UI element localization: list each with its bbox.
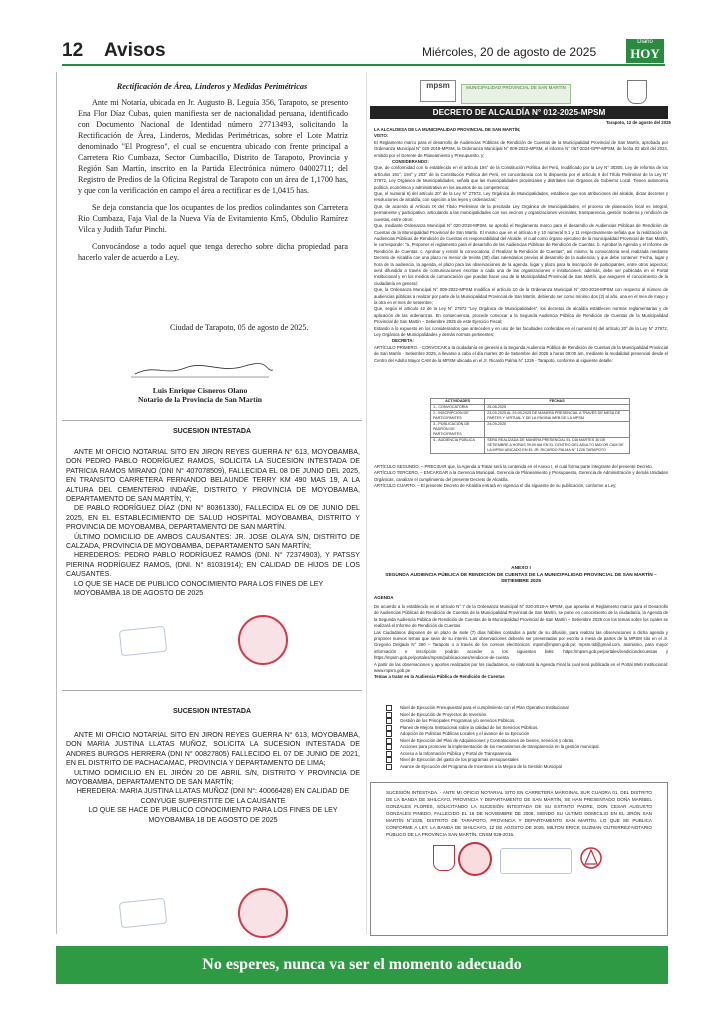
table-cell: 24-09-2025	[485, 422, 630, 438]
decreto-article: ARTÍCULO PRIMERO. - CONVOCAR a la ciudadanía en general a la Segunda Audiencia Pública de Rendición de Cuentas de la Municipalidad Provincial de San Martín - Setiembre 2025, a llevarse a cabo el día martes 30 de Setiembre del 2025 a horas 09:00 am, mediante la modalidad presencial desde el Centro del Adulto Mayor CAM de la MPSM ubicada en el Jr. Ricardo Palma N° 1226 - Tarapoto, conforme al siguiente detalle:	[374, 344, 668, 363]
mpsm-logo: mpsm	[420, 80, 456, 102]
footer-banner-text: No esperes, nunca va ser el momento adecuado	[202, 956, 522, 973]
decreto-title: DECRETO DE ALCALDÍA N° 012-2025-MPSM	[370, 106, 668, 119]
page-number: 12	[62, 40, 84, 61]
list-item-label: Nivel de Ejecución Presupuestal para el cumplimiento con el Plan Operativo Institucional	[400, 705, 569, 711]
decreto-paragraph: Que, de conformidad con lo establecido en el artículo 194° de la Constitución Política del Perú, modificado por la Ley N° 30305, Ley de reforma de los artículos 191°, 194° y 203° de la Constitución Política del Perú, en concordancia con lo dispuesto por el artículo II del Título Preliminar de la Ley N° 27972, Ley Orgánica de Municipalidades, señala que las municipalidades provinciales y distritales son Órganos de Gobierno Local. Tienen autonomía política, económica y administrativa en los asuntos de su competencia;	[374, 165, 668, 190]
decreto-intro: LA ALCALDESA DE LA MUNICIPALIDAD PROVINCIAL DE SAN MARTÍN;	[374, 127, 521, 132]
logo-big-text: HOY	[630, 46, 660, 61]
decreto-paragraph: Estando a lo expuesto en los considerandos que anteceden y en uso de las facultades conferidas en el numeral 6) del artículo 20° de la Ley N° 27972, Ley Orgánica de Municipalidades y demás normas pertinentes;	[374, 325, 668, 337]
list-item	[386, 764, 656, 771]
agenda-paragraph: Las Ciudadanos disponen de un plazo de siete (7) días hábiles contados a partir de su difusión, para realizar las observaciones a dicha agenda y proponer nuevos temas que sean de su interés. Las observaciones deberán ser presentadas por escrito a mesa de partes de la MPSM sito en el Jr. Gregorio Delgado N° 260 – Tarapoto o a través de los correos electrónicos: mpsm@mpsm.gob.pe; mpsm.tid@gmail.com, asimismo, para mayor información e inscripción podrán acceder a los siguientes links: https://mpsm.gob.pe/portales/rendiciondecuentas y https://mpsm.gob.pe/portales/mpsm/publicaciones/rendicion-de-cuenta	[374, 629, 668, 661]
signature-stamp	[119, 626, 167, 657]
suc1-title: SUCESION INTESTADA	[172, 428, 252, 435]
list-item-label: Avance de Ejecución del Programa de Incentivos a la Mejora de la Gestión Municipal	[400, 764, 562, 770]
anexo-subtitle: SEGUNDA AUDIENCIA PÚBLICA DE RENDICIÓN DE CUENTAS DE LA MUNICIPALIDAD PROVINCIAL DE SAN MARTÍN – SETIEMBRE 2025	[385, 572, 657, 584]
list-item-label: Nivel de Ejecución del Plan de Adquisiciones y Contrataciones de bienes, servicios y obras.	[400, 737, 575, 743]
agenda-list	[386, 705, 656, 770]
shield-icon	[627, 80, 647, 104]
notary-name: Luis Enrique Cisneros Olano	[152, 386, 248, 395]
decreto-article: ARTÍCULO SEGUNDO. – PRECISAR que, la Agenda a Tratar será la contenida en el Anexo I, el cual forma parte integrante del presente Decreto.	[374, 464, 653, 469]
decreto-paragraph: Que, de acuerdo al Artículo IX del Título Preliminar de la precitada Ley Orgánica de Municipalidades, el proceso de planeación local es integral, permanente y participativo, articulando a las municipalidades con sus vecinos y organizaciones vecinales, transparencia, gestión moderna y rendición de cuentas, entre otros;	[374, 203, 668, 222]
notice-paragraph: Convocándose a todo aquel que tenga derecho sobre dicha propiedad para hacerlo valer de acuerdo a Ley.	[78, 242, 348, 262]
list-item-label: Acceso a la Información Pública y Portal de Transparencia.	[400, 750, 513, 756]
emblem-icon	[580, 845, 602, 871]
checkbox-icon	[386, 751, 392, 757]
notice-city-date: Ciudad de Tarapoto, 05 de agosto de 2025.	[170, 323, 309, 332]
list-item-label: Gestión de los Principales Programas y/o servicios Públicos.	[400, 718, 516, 724]
suc1-paragraph: DE PABLO RODRÍGUEZ DÍAZ (DNI N° 80361330), FALLECIDA EL 09 DE JUNIO DEL 2025, EN EL ESTABLECIMIENTO DE SALUD HOSPITAL MOYOBAMBA, DISTRITO Y PROVINCIA DE MOYOBAMBA, DEPARTAMENTO DE SAN MARTÍN.	[66, 504, 360, 532]
notary-seal	[238, 615, 288, 665]
signature-stamp	[119, 898, 167, 929]
checkbox-icon	[386, 705, 392, 711]
checkbox-icon	[386, 757, 392, 763]
suc2-body	[66, 731, 360, 825]
suc2-paragraph: LO QUE SE HACE DE PUBLICO CONOCIMIENTO PARA LOS FINES DE LEY	[88, 806, 338, 815]
decreto-paragraph: Que, el numeral 6) del artículo 20° de la Ley N° 27972, Ley Orgánica de Municipalidades, establece que son atribuciones del alcalde, dictar decretos y resoluciones de alcaldía, con sujeción a las leyes y ordenanzas;	[374, 191, 668, 203]
checkbox-icon	[386, 712, 392, 718]
signature-stamp	[500, 848, 572, 874]
notice-rectificacion	[62, 80, 362, 408]
suc2-paragraph: ANTE MI OFICIO NOTARIAL SITO EN JIRON REYES GUERRA N° 613, MOYOBAMBA, DON MARIA JUSTINA LLATAS MUÑOZ, SOLICITA LA SUCESION INTESTADA DE ANDRES BURGOS HERRERA (DNI N° 00827805) FALLECIDO EL 07 DE JUNIO DE 2021, EN EL DISTRITO DE PACHACAMAC, PROVINCIA Y DEPARTAMENTO DE LIMA;	[66, 731, 360, 768]
table-cell: 1.- CONVOCATORIA	[431, 405, 485, 411]
table-cell: 4.- AUDIENCIA PÚBLICA	[431, 438, 485, 454]
list-item-label: Nivel de Ejecución de Proyectos de Inversión.	[400, 711, 488, 717]
notice-paragraph: Ante mi Notaría, ubicada en Jr. Augusto B. Leguía 356, Tarapoto, se presento Ena Flor Díaz Cubas, quien manifiesta ser de nacionalidad peruana, identificado con Documento Nacional de Identidad número 27713493, solicitando la Rectificación de Área, Linderos, Medidas Perimétricas, sobre el Lote Matriz denominado "El Progreso", el cual se encuentra ubicado con frente principal a Carretera Rio Cumbaza, Sector Cumbacillo, Distrito de Tarapoto, Provincia y Región San Martín, inscrito en la Partida Electrónica número 04002711; del Registro de Predios de la Oficina Registral de Tarapoto con un área de 1,1700 has, y que con la verificación en campo el área a rectificar es de 1,0415 has.	[78, 98, 348, 195]
issue-date: Miércoles, 20 de agosto de 2025	[422, 45, 597, 59]
notary-role: Notario de la Provincia de San Martín	[138, 395, 262, 404]
checkbox-icon	[386, 718, 392, 724]
table-cell: 25-08-2025	[485, 405, 630, 411]
table-header-cell: ACTIVIDADES	[431, 399, 485, 405]
suc1-paragraph: ÚLTIMO DOMICILIO DE AMBOS CAUSANTES: JR. JOSE OLAYA S/N, DISTRITO DE CALZADA, PROVINCIA DE MOYOBAMBA, DEPARTAMENTO SAN MARTÍN;	[66, 532, 360, 551]
decreto-visto: El Reglamento marco para el desarrollo de Audiencias Públicas de Rendición de Cuentas de la Municipalidad Provincial de San Martín, aprobado por Ordenanza Municipal N° 020-2018-MPSM, la Ordenanza Municipal N° 009-2022-MPSM, el informe N° 067-2024-GPP-MPSM, de fecha 02 abril del 2024, emitido por el Gerente de Planeamiento y Presupuesto, y;	[374, 139, 668, 158]
suc2-paragraph: ULTIMO DOMICILIO EN EL JIRÓN 20 DE ABRIL S/N, DISTRITO Y PROVINCIA DE MOYOBAMBA, DEPARTAMENTO DE SAN MARTÍN;	[66, 768, 360, 787]
suc2-paragraph: HEREDERA: MARIA JUSTINA LLATAS MUÑOZ (DNI N°: 40066428) EN CALIDAD DE CONYUGE SUPERSTITE DE LA CAUSANTE	[76, 787, 350, 805]
decreto-article: ARTÍCULO CUARTO. – El presente Decreto de Alcaldía entrará en vigencia el día siguiente de su publicación, conforme a Ley;	[374, 483, 617, 489]
list-item-label: Planes de Mejora Institucional sobre la calidad de los Servicios Públicos.	[400, 724, 539, 730]
decreto-decreta-heading: DECRETA:	[392, 338, 414, 344]
checkbox-icon	[386, 725, 392, 731]
suc2-title: SUCESION INTESTADA	[172, 708, 252, 715]
table-row	[431, 438, 630, 454]
decreto-article: ARTÍCULO TERCERO. – ENCARGAR a la Gerencia Municipal, Gerencia de Planeamiento y Presupuesto, Gerencia de Administración y demás Unidades Orgánicas, canalizar el cumplimiento del presente Decreto de Alcaldía.	[374, 470, 668, 482]
anexo-title: ANEXO I	[511, 566, 531, 571]
agenda-paragraph: A partir de las observaciones y aportes realizados por los ciudadanos, se elaborará la Agenda Final la cual será publicada en el Portal Web Institucional: www.mpsm.gob.pe	[374, 661, 668, 674]
decreto-considerando-heading: CONSIDERANDO:	[392, 159, 429, 165]
agenda-text	[374, 604, 668, 681]
table-cell: SERÁ REALIZADA DE MANERA PRESENCIAL EL DÍA MARTES 30 DE SETIEMBRE A HORAS 09:00 AM EN EL CENTRO DEL ADULTO MAYOR CAM DE LA MPSM UBICADO EN EL JR. RICARDO PALMA N° 1226 TARAPOTO	[485, 438, 630, 454]
decreto-body	[374, 127, 668, 364]
suc1-body	[66, 448, 360, 599]
header-rule	[62, 64, 665, 66]
decreto-visto-heading: VISTO:	[374, 133, 389, 139]
notary-seal	[238, 888, 288, 938]
list-item-label: Adopción de Políticas Públicas Locales y el avance de su Ejecución	[400, 731, 530, 737]
table-cell: 23-09-2025 AL 29-09-2025 DE MANERA PRESENCIAL A TRAVÉS DE MESA DE PARTES Y VIRTUAL Y DE LA PÁGINA WEB DE LA MPSM	[485, 411, 630, 422]
notary-signature-block	[125, 386, 275, 404]
notary-seal	[458, 842, 492, 876]
activities-table	[430, 398, 630, 454]
suc1-paragraph: LO QUE SE HACE DE PUBLICO CONOCIMIENTO PARA LOS FINES DE LEY	[74, 579, 324, 588]
decreto-paragraph: Que, según el artículo 42 de la Ley N° 27972 "Ley Orgánica de Municipalidades", los decretos de alcaldía establecen normas reglamentarias y de aplicación de las ordenanzas. En consecuencia, procede convocar a la Segunda Audiencia Pública de Rendición de Cuentas de la Municipalidad Provincial de San Martín – Setiembre 2025 de este Ejercicio Fiscal;	[374, 306, 668, 325]
decreto-paragraph: Que, mediante Ordenanza Municipal N° 020-2018-MPSM, se aprobó el Reglamento marco para el desarrollo de Audiencias Públicas de Rendición de Cuentas de la Municipalidad Provincial de San Martín. El mismo que en el artículo 9 y 10 numeral 9.1 y 11 respectivamente señala que la realización de Audiencias Públicas de Rendición de Cuentas es responsabilidad del Alcalde, el cual como órgano ejecutivo de la municipalidad Provincial de San Martín, le corresponde: "a. Proponer el reglamento para el desarrollo de las Audiencias Públicas de Rendición de Cuentas. b. Aprobar la Agenda y el Informe de Rendición de Cuentas. c. Aprobar y remitir la convocatoria. d Realizar la Rendición de Cuentas", así mismo, la convocatoria será realizada mediante Decreto de Alcaldía con una plazo no menor de treinta (30) días calendarios previos al desarrollo de la audiencia; y que debe contener: Fecha, lugar y hora de la audiencia, la agenda, el plazo para las observaciones de la agenda, lugar y plazo para la inscripción de participantes, entre otros aspectos; será difundida a través de comunicaciones escritas a cada una de las organizaciones e instituciones, además, debe ser publicada en el Portal Institucional y en los medios de comunicación que puedan hacer uso de la Municipalidad Provincial de San Martín, que aseguren el conocimiento de la ciudadanía en general;	[374, 223, 668, 286]
decreto-date: Tarapoto, 12 de agosto del 2025	[606, 120, 671, 125]
table-row	[431, 422, 630, 438]
table-header-cell: FECHAS	[485, 399, 630, 405]
checkbox-icon	[386, 738, 392, 744]
separator	[62, 420, 362, 421]
suc2-paragraph: MOYOBAMBA 18 DE AGOSTO DE 2025	[148, 815, 278, 824]
logo-small-text: Diario	[637, 39, 653, 45]
middle-column-rule	[366, 72, 367, 934]
signature-image	[125, 362, 275, 378]
notice-title: Rectificación de Área, Linderos y Medidas Perimétricas	[116, 82, 308, 91]
municipality-band: MUNICIPALIDAD PROVINCIAL DE SAN MARTÍN	[461, 84, 571, 104]
table-row	[431, 411, 630, 422]
suc1-paragraph: HEREDEROS: PEDRO PABLO RODRÍGUEZ RAMOS (DNI. N° 72374903), Y PATSSY PIERINA RODRÍGUEZ RAMOS, (DNI. N° 81031914); EN CALIDAD DE HIJOS DE LOS CAUSANTES.	[66, 551, 360, 579]
agenda-heading: AGENDA	[374, 595, 394, 600]
suc1-paragraph: MOYOBAMBA 18 DE AGOSTO DE 2025	[74, 589, 204, 598]
list-item-label: Nivel de Ejecución del gasto de los programas presupuestales	[400, 757, 519, 763]
agenda-paragraph: De acuerdo a lo establecido en el artículo N° 7 de la Ordenanza Municipal N° 020-2018-A-MPSM, que aprueba el Reglamento marco para el Desarrollo de Audiencias Públicas de Rendición de Cuentas de la Municipalidad Provincial de San Martín, se pone en conocimiento de la ciudadanía, la Agenda de la Segunda Audiencia Pública de Rendición de Cuentas de la Municipalidad Provincial de San Martín – Setiembre 2025 con los temas sobre los cuales se realizará el Informe de Rendición de Cuentas.	[374, 604, 668, 629]
newspaper-logo	[626, 39, 664, 63]
left-column-rule	[56, 72, 57, 934]
notice-paragraph: Se deja constancia que los ocupantes de los predios colindantes son Carretera Rio Cumbaza, Faja Vial de la Nueva Vía de Evitamiento Km5, Obdulio Ramírez Vilca y Judith Tafur Pinchi.	[78, 203, 348, 234]
checkbox-icon	[386, 731, 392, 737]
decreto-paragraph: Que, la Ordenanza Municipal N° 009-2022-MPSM modifica el artículo 10 de la Ordenanza Municipal N° 020-2018-MPSM con respecto al número de audiencias públicas a realizar por parte de la Municipalidad Provincial de San Martín, debiendo ser como mínimo dos (2) al año, una en el mes de mayo y la otra en el mes de setiembre;	[374, 287, 668, 305]
separator	[62, 690, 362, 691]
table-cell: 3.- PUBLICACIÓN DE PADRÓN DE PARTICIPANTES	[431, 422, 485, 438]
checkbox-icon	[386, 744, 392, 750]
suc3-text: SUCESIÓN INTESTADA. - ANTE MI OFICIO NOTARIAL SITO EN CARRETERA MARGINAL SUR CUADRA 01, DEL DISTRITO DE LA BANDA DE SHILCAYO, PROVINCIA Y DEPARTAMENTO DE SAN MARTÍN, SE HAN PRESENTADO DOÑA MARIBEL GONZALES FLORES, SOLICITANDO LA SUCESIÓN INTESTADA DE SU EXTINTO PADRE, DON CESAR AUGUSTO GONZALES PINEDO, FALLECIDO EL 16 DE NOVIEMBRE DE 2008, SIENDO SU ÚLTIMO DOMICILIO EN EL JIRÓN SAN MARTÍN N°1035, DISTRITO DE TARAPOTO, PROVINCIA Y DEPARTAMENTO SAN MARTÍN. LO QUE SE PUBLICA CONFORME A LEY. LA BANDA DE SHILCAYO, 12 DE AGOSTO DE 2025. MILTON ERICK GUZMAN GUTIERREZ-NOTARIO PÚBLICO DE LA PROVINCIA SAN MARTÍN. CNSM 028-2015.	[386, 790, 652, 837]
shield-icon	[433, 845, 455, 871]
anexo-heading	[374, 566, 668, 586]
section-title: Avisos	[104, 40, 166, 61]
table-cell: 2.- INSCRIPCIÓN DE PARTICIPANTES	[431, 411, 485, 422]
decreto-articles	[374, 464, 668, 490]
suc1-paragraph: ANTE MI OFICIO NOTARIAL SITO EN JIRON REYES GUERRA N° 613, MOYOBAMBA, DON PEDRO PABLO RODRÍGUEZ RAMOS, SOLICITA LA SUCESION INTESTADA DE PATRICIA RAMOS MIRANO (DNI N° 407078509), FALLECIDA EL 08 DE JUNIO DEL 2025, EN TRANSITO CARRETERA FERNANDO BELAUNDE TERRY KM 490 MAS 19, A LA ALTURA DEL CEMENTERIO INDAÑE, DISTRITO Y PROVINCIA DE MOYOBAMBA, DEPARTAMENTO DE SAN MARTÍN, Y;	[66, 448, 360, 504]
list-item-label: Acciones para promover la implementación de los mecanismos de transparencia en la gestión municipal.	[400, 744, 600, 750]
checkbox-icon	[386, 764, 392, 770]
agenda-paragraph: Temas a tratar en la Audiencia Pública de Rendición de Cuentas	[374, 674, 505, 680]
